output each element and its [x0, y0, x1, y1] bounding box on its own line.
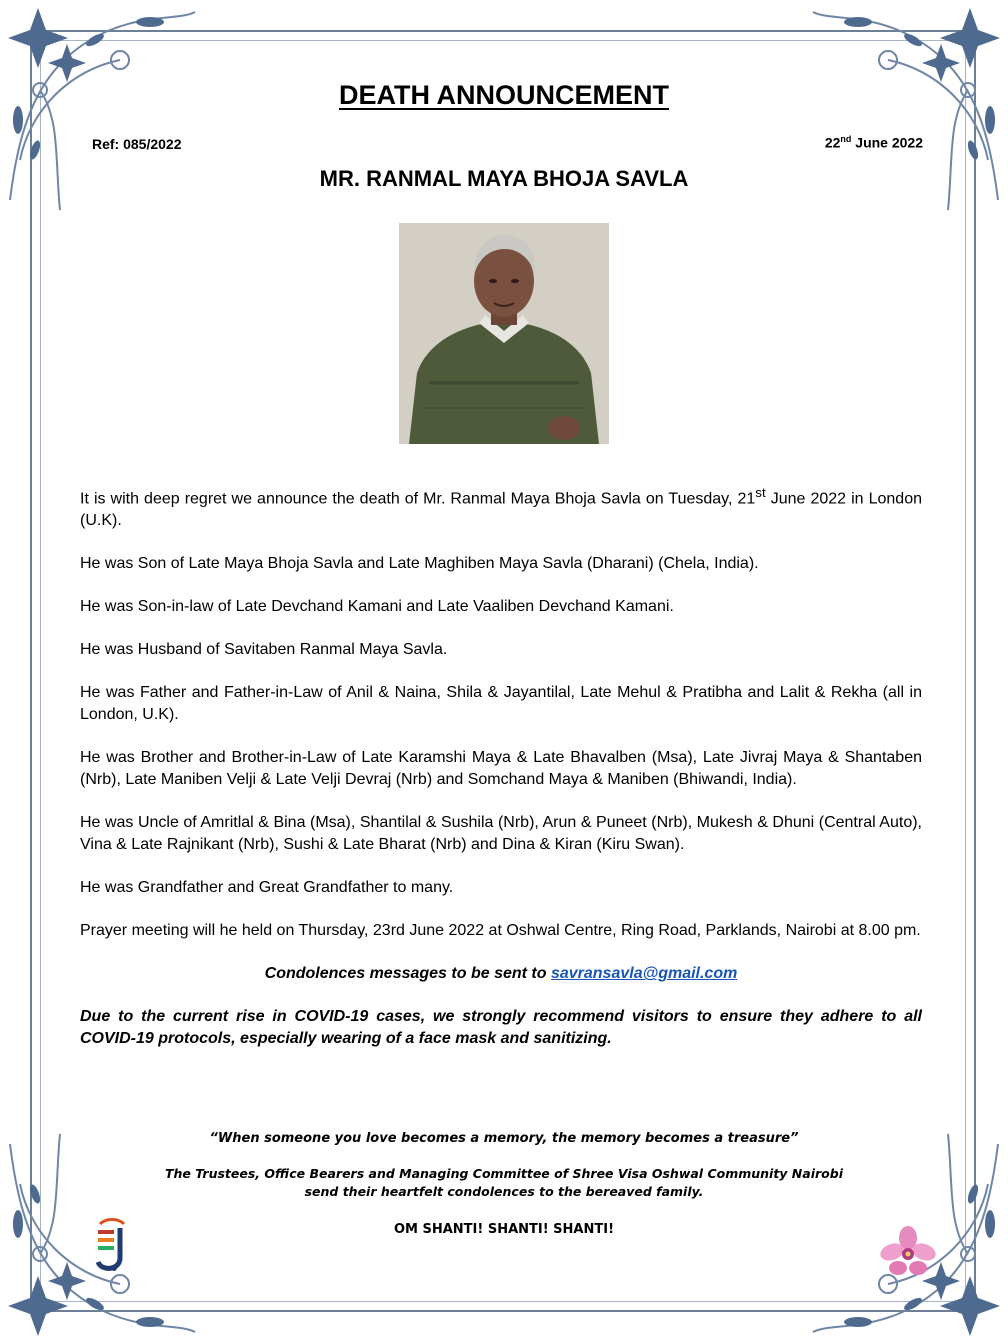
covid-notice: Due to the current rise in COVID-19 cases, we strongly recommend visitors to ensure they adhere to all COVID-19 protocols, especially wearing of a face mask and sanitizing.	[80, 1008, 922, 1048]
date-rest: June 2022	[851, 134, 923, 151]
condolence-line	[80, 963, 922, 985]
announcement-date	[825, 134, 923, 151]
orchid-flower-icon	[880, 1226, 936, 1278]
paragraph-siblings: He was Brother and Brother-in-Law of Late Karamshi Maya & Late Bhavalben (Msa), Late Jivraj Maya & Shantaben (Nrb), Late Maniben Velji & Late Velji Devraj (Nrb) and Somchand Maya & Maniben (Bhiwandi, India).	[80, 749, 922, 789]
paragraph-grandchildren: He was Grandfather and Great Grandfather to many.	[80, 879, 454, 897]
announcement-body	[80, 482, 922, 1071]
deceased-name: MR. RANMAL MAYA BHOJA SAVLA	[319, 166, 689, 191]
paragraph-prayer-meeting: Prayer meeting will he held on Thursday, 23rd June 2022 at Oshwal Centre, Ring Road, Parklands, Nairobi at 8.00 pm.	[80, 922, 921, 940]
date-suffix: nd	[840, 134, 852, 144]
ordinal-suffix: st	[755, 485, 766, 500]
community-logo-icon	[92, 1218, 132, 1274]
paragraph-nephews-nieces: He was Uncle of Amritlal & Bina (Msa), Shantilal & Sushila (Nrb), Arun & Puneet (Nrb), Mukesh & Dhuni (Central Auto), Vina & Late Rajnikant (Nrb), Sushi & Late Bharat (Nrb) and Dina & Kiran (Kiru Swan).	[80, 814, 922, 854]
trustees-line-1: The Trustees, Office Bearers and Managing Committee of Shree Visa Oshwal Community Nairobi	[165, 1166, 843, 1181]
paragraph-parents: He was Son of Late Maya Bhoja Savla and Late Maghiben Maya Savla (Dharani) (Chela, India).	[80, 555, 759, 573]
paragraph-text: June 2022 in London (U.K).	[80, 490, 922, 530]
portrait-photo	[399, 223, 609, 444]
trustees-message	[0, 1165, 1008, 1201]
paragraph-children: He was Father and Father-in-Law of Anil & Naina, Shila & Jayantilal, Late Mehul & Pratibha and Lalit & Rekha (all in London, U.K).	[80, 684, 922, 724]
condolence-label: Condolences messages to be sent to	[264, 965, 551, 983]
memorial-quote: “When someone you love becomes a memory, the memory becomes a treasure”	[209, 1131, 799, 1146]
om-shanti-text: OM SHANTI! SHANTI! SHANTI!	[393, 1222, 615, 1237]
condolence-email-link[interactable]: savransavla@gmail.com	[550, 965, 738, 983]
paragraph-spouse: He was Husband of Savitaben Ranmal Maya Savla.	[80, 641, 448, 659]
trustees-line-2: send their heartfelt condolences to the bereaved family.	[304, 1184, 704, 1199]
page-title: DEATH ANNOUNCEMENT	[339, 80, 669, 110]
date-day: 22	[824, 134, 841, 151]
paragraph-in-laws: He was Son-in-law of Late Devchand Kamani and Late Vaaliben Devchand Kamani.	[80, 598, 674, 616]
reference-number: Ref: 085/2022	[92, 136, 182, 152]
paragraph-death-notice	[80, 482, 922, 532]
paragraph-text: It is with deep regret we announce the death of Mr. Ranmal Maya Bhoja Savla on Tuesday, 21	[80, 490, 756, 508]
